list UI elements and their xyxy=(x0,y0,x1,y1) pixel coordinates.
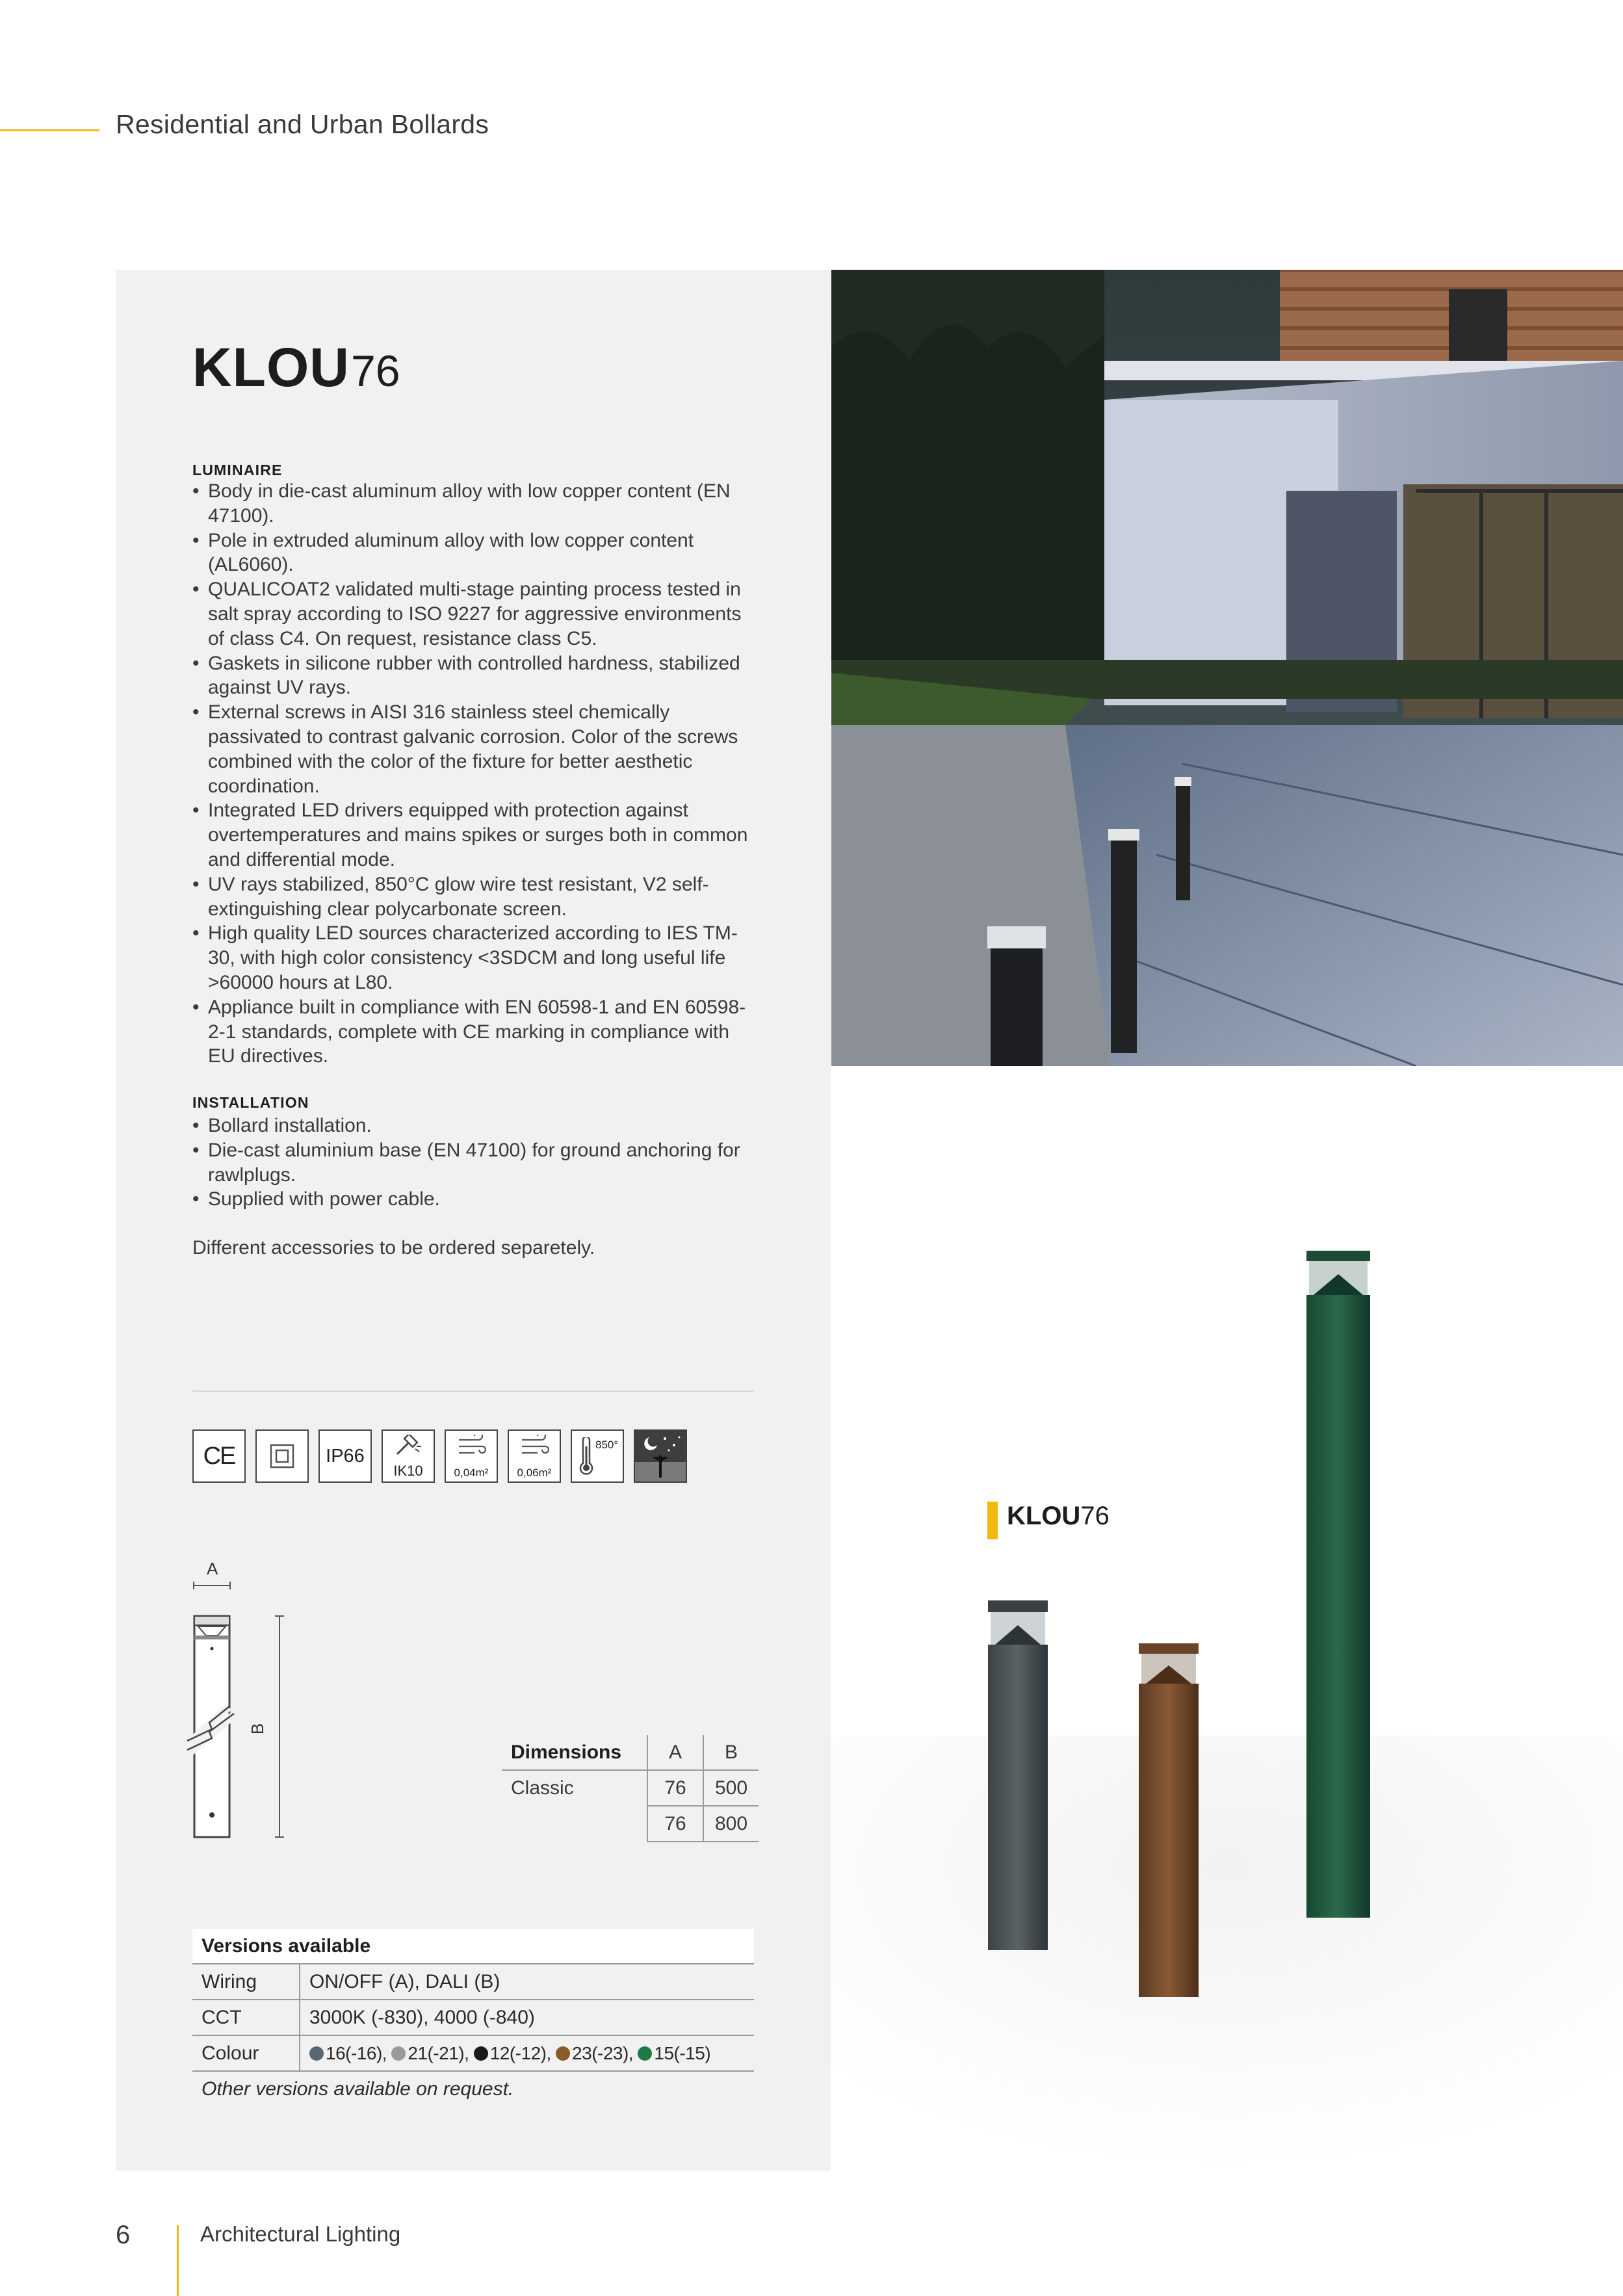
list-item: • Die-cast aluminium base (EN 47100) for ground anchoring for rawlplugs. xyxy=(192,1138,751,1188)
table-header-cell: B xyxy=(703,1735,759,1770)
colour-swatch-21 xyxy=(391,2046,406,2061)
list-item: • Pole in extruded aluminum alloy with low copper content (AL6060). xyxy=(192,528,751,578)
table-row xyxy=(192,1964,754,2000)
product-shot-name: KLOU xyxy=(1007,1502,1081,1530)
versions-table xyxy=(192,1929,754,2106)
colour-swatch-list xyxy=(300,2035,754,2071)
product-render xyxy=(831,1066,1623,2171)
table-cell: 76 xyxy=(647,1806,703,1842)
table-row xyxy=(192,2000,754,2035)
colour-swatch-16 xyxy=(309,2046,324,2061)
label-accent-bar xyxy=(987,1502,998,1539)
list-item: • Gaskets in silicone rubber with controlled hardness, stabilized against UV rays. xyxy=(192,651,751,701)
product-shot-number: 76 xyxy=(1080,1502,1110,1530)
table-row xyxy=(502,1770,759,1806)
product-number: 76 xyxy=(350,346,400,396)
wind-area-value: 0,04m² xyxy=(454,1467,489,1479)
page-number: 6 xyxy=(116,2221,131,2249)
colour-swatch-15 xyxy=(638,2046,652,2061)
table-row xyxy=(192,1929,754,1964)
dark-sky-icon xyxy=(634,1429,687,1483)
colour-code: 16 xyxy=(326,2042,346,2063)
accessories-note: Different accessories to be ordered separetely. xyxy=(192,1237,595,1259)
colour-code: 12 xyxy=(489,2042,510,2063)
installation-list xyxy=(192,1114,751,1212)
colour-suffix: (-12), xyxy=(509,2042,551,2063)
list-item: • External screws in AISI 316 stainless steel chemically passivated to contrast galvanic corrosion. Color of the screws combined with the color of the fixture for better aesthetic coordination. xyxy=(192,700,751,798)
product-shot-label xyxy=(1007,1502,1110,1531)
product-title xyxy=(192,335,400,404)
colour-code: 15 xyxy=(654,2042,674,2063)
list-item: • UV rays stabilized, 850°C glow wire test resistant, V2 self-extinguishing clear polycarbonate screen. xyxy=(192,872,751,922)
table-cell: 500 xyxy=(703,1770,759,1806)
ip66-badge xyxy=(318,1429,372,1483)
glow-wire-icon xyxy=(571,1429,624,1483)
table-cell: 800 xyxy=(703,1806,759,1842)
ik-rating: IK10 xyxy=(393,1463,423,1479)
list-item: • Bollard installation. xyxy=(192,1114,751,1138)
colour-code: 23 xyxy=(572,2042,592,2063)
list-item: • Integrated LED drivers equipped with protection against overtemperatures and mains spikes or surges both in common and differential mode. xyxy=(192,798,751,872)
ik10-hammer-icon xyxy=(382,1429,435,1483)
colour-code: 21 xyxy=(408,2042,428,2063)
colour-suffix: (-15) xyxy=(673,2042,711,2063)
product-name: KLOU xyxy=(192,337,350,398)
dimension-a-label: A xyxy=(207,1559,218,1578)
table-row xyxy=(192,2035,754,2071)
list-item: • Body in die-cast aluminum alloy with low copper content (EN 47100). xyxy=(192,479,751,528)
header-accent-line xyxy=(0,129,99,131)
table-cell: ON/OFF (A), DALI (B) xyxy=(300,1964,754,2000)
table-header-cell: A xyxy=(647,1735,703,1770)
table-header-cell: Dimensions xyxy=(502,1735,647,1770)
list-item: • QUALICOAT2 validated multi-stage painting process tested in salt spray according to ISO 9227 for aggressive environments of class C4. On request, resistance class C5. xyxy=(192,577,751,651)
table-cell: Wiring xyxy=(192,1964,300,2000)
list-item: • Supplied with power cable. xyxy=(192,1187,751,1212)
wind-area-icon xyxy=(508,1429,561,1483)
ce-mark-icon xyxy=(192,1429,246,1483)
wind-area-icon xyxy=(445,1429,498,1483)
glow-wire-value: 850° xyxy=(595,1439,619,1451)
table-cell: Colour xyxy=(192,2035,300,2071)
table-cell: 3000K (-830), 4000 (-840) xyxy=(300,2000,754,2035)
bollard-technical-drawing xyxy=(183,1578,294,1846)
colour-suffix: (-21), xyxy=(427,2042,469,2063)
versions-note: Other versions available on request. xyxy=(201,2078,514,2100)
ce-text: CE xyxy=(203,1442,235,1470)
table-cell: 76 xyxy=(647,1770,703,1806)
list-item: • High quality LED sources characterized according to IES TM-30, with high color consistency <3SDCM and long useful life >60000 hours at L80. xyxy=(192,921,751,995)
installation-heading: INSTALLATION xyxy=(192,1094,309,1111)
wind-area-value: 0,06m² xyxy=(517,1467,552,1479)
table-cell xyxy=(502,1806,647,1842)
luminaire-list xyxy=(192,479,751,1069)
footer-title: Architectural Lighting xyxy=(200,2222,401,2246)
luminaire-heading: LUMINAIRE xyxy=(192,462,283,478)
colour-swatch-23 xyxy=(556,2046,570,2061)
table-cell: CCT xyxy=(192,2000,300,2035)
table-row xyxy=(502,1735,759,1770)
table-row xyxy=(502,1806,759,1842)
colour-suffix: (-23), xyxy=(591,2042,634,2063)
dimension-b-label: B xyxy=(248,1723,268,1735)
section-title: Residential and Urban Bollards xyxy=(116,109,489,139)
colour-suffix: (-16), xyxy=(345,2042,387,2063)
versions-title: Versions available xyxy=(192,1929,754,1964)
list-item: • Appliance built in compliance with EN 60598-1 and EN 60598-2-1 standards, complete with CE marking in compliance with EU directives. xyxy=(192,995,751,1069)
table-row xyxy=(192,2071,754,2106)
ip-rating: IP66 xyxy=(326,1445,365,1467)
dimensions-table xyxy=(502,1735,759,1842)
footer-accent-line xyxy=(177,2225,179,2296)
colour-swatch-12 xyxy=(474,2046,488,2061)
installation-photo xyxy=(831,270,1623,1066)
table-cell: Classic xyxy=(511,1777,574,1799)
divider xyxy=(192,1390,754,1392)
class-ii-icon xyxy=(255,1429,309,1483)
